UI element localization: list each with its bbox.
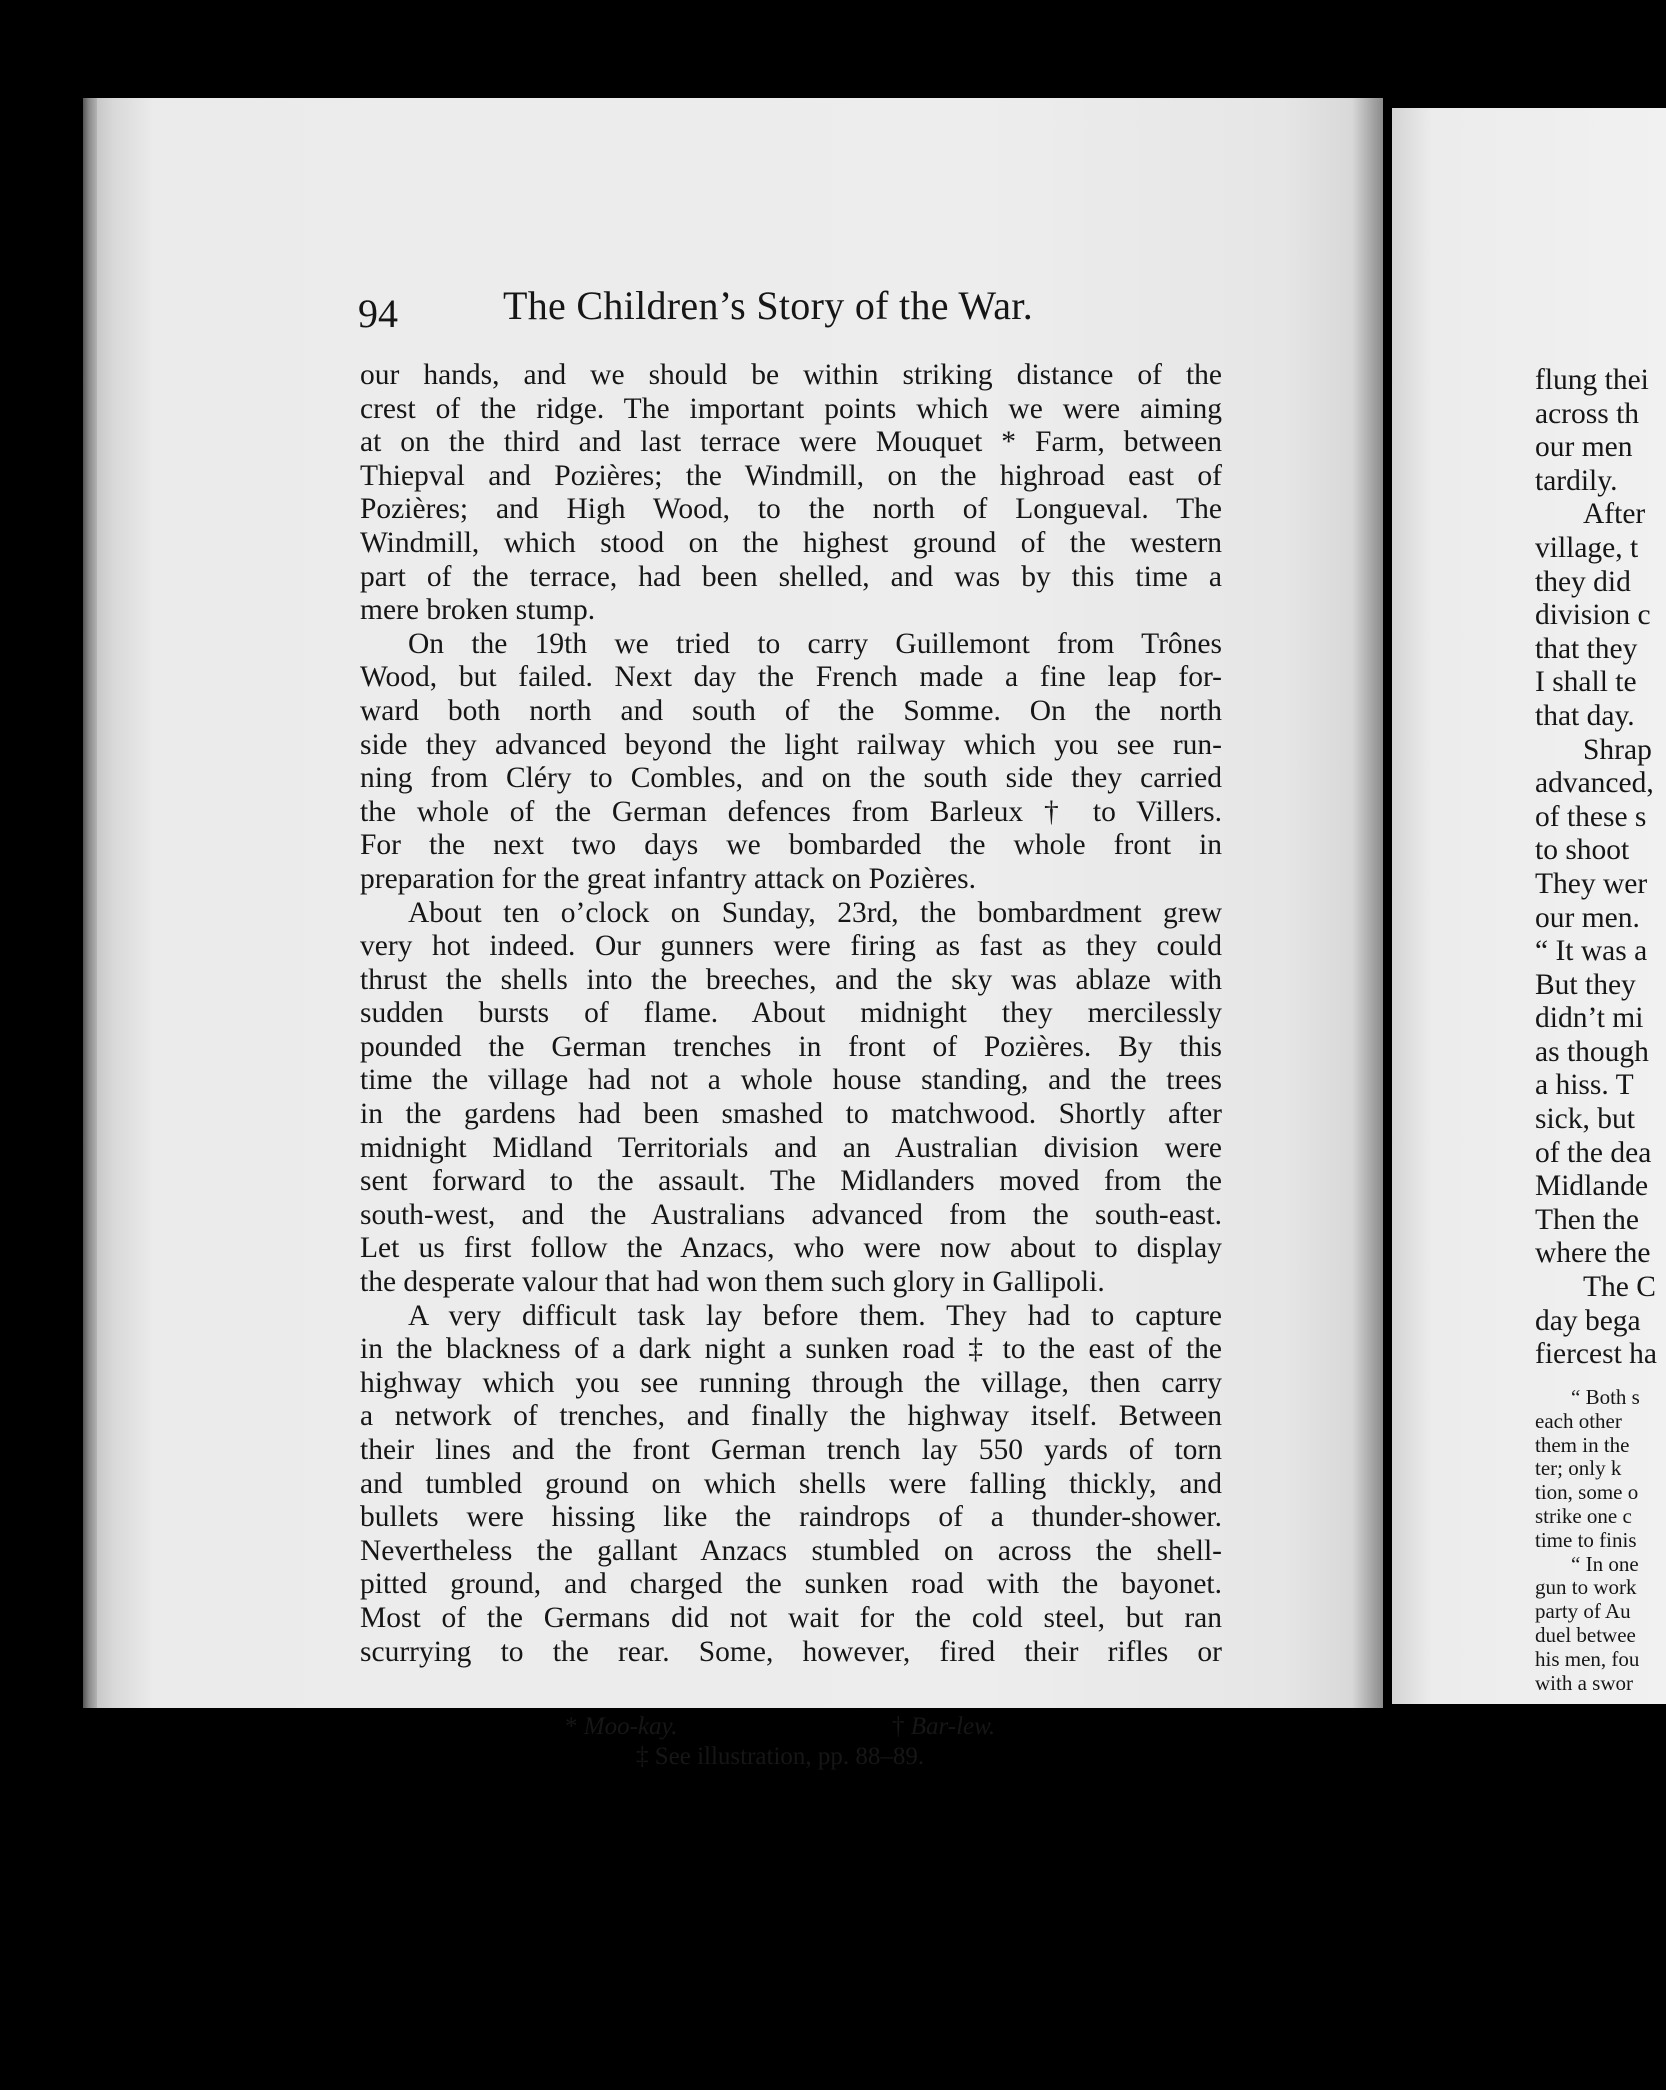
- text-line: “ It was a: [1535, 935, 1648, 968]
- right-page-footnotes: [1535, 1386, 1666, 1695]
- text-line: as though: [1535, 1035, 1649, 1068]
- asterisk-mark: *: [565, 1713, 578, 1740]
- text-line: at on the third and last terrace were Mouquet * Farm, between: [360, 426, 1222, 459]
- text-line: I shall te: [1535, 666, 1637, 699]
- text-line: Nevertheless the gallant Anzacs stumbled on across the shell-: [360, 1534, 1222, 1567]
- text-line: The C: [1583, 1271, 1656, 1304]
- text-line: of the dea: [1535, 1136, 1652, 1169]
- text-line: midnight Midland Territorials and an Australian division were: [360, 1131, 1222, 1164]
- double-dagger-mark: ‡: [636, 1743, 649, 1770]
- text-line: ward both north and south of the Somme. On the north: [360, 694, 1222, 727]
- text-line: part of the terrace, had been shelled, and was by this time a: [360, 560, 1222, 593]
- text-line: Then the: [1535, 1203, 1640, 1236]
- text-line: very hot indeed. Our gunners were firing as fast as they could: [360, 930, 1222, 963]
- text-line: preparation for the great infantry attack on Pozières.: [360, 862, 976, 895]
- footnote-line: them in the: [1535, 1432, 1630, 1457]
- text-line: thrust the shells into the breeches, and the sky was ablaze with: [360, 963, 1222, 996]
- text-line: A very difficult task lay before them. They had to capture: [408, 1299, 1222, 1332]
- text-line: where the: [1535, 1237, 1651, 1270]
- left-page-body: [360, 359, 1222, 1669]
- running-title: The Children’s Story of the War.: [503, 283, 1034, 328]
- text-line: For the next two days we bombarded the whole front in: [360, 829, 1222, 862]
- text-line: time the village had not a whole house standing, and the trees: [360, 1064, 1222, 1097]
- footnote-line: tion, some o: [1535, 1480, 1639, 1505]
- footnote-moukay: [565, 1712, 677, 1742]
- text-line: our men.: [1535, 901, 1640, 934]
- footnote-illustration: [636, 1742, 924, 1772]
- text-line: Midlande: [1535, 1170, 1649, 1203]
- text-line: tardily.: [1535, 464, 1618, 497]
- text-line: didn’t mi: [1535, 1002, 1644, 1035]
- text-line: a network of trenches, and finally the highway itself. Between: [360, 1400, 1222, 1433]
- text-line: scurrying to the rear. Some, however, fired their rifles or: [360, 1635, 1222, 1668]
- text-line: division c: [1535, 599, 1651, 632]
- text-line: bullets were hissing like the raindrops of a thunder-shower.: [360, 1501, 1222, 1534]
- text-line: pounded the German trenches in front of Pozières. By this: [360, 1030, 1222, 1063]
- text-line: About ten o’clock on Sunday, 23rd, the bombardment grew: [408, 896, 1222, 929]
- footnote-text: Bar-lew.: [910, 1713, 996, 1740]
- text-line: Shrap: [1583, 733, 1652, 766]
- text-line: But they: [1535, 968, 1636, 1001]
- text-line: village, t: [1535, 531, 1639, 564]
- text-line: and tumbled ground on which shells were falling thickly, and: [360, 1467, 1222, 1500]
- text-line: the whole of the German defences from Barleux † to Villers.: [360, 795, 1222, 828]
- text-line: that they: [1535, 632, 1638, 665]
- text-line: in the gardens had been smashed to matchwood. Shortly after: [360, 1098, 1222, 1131]
- text-line: advanced,: [1535, 767, 1654, 800]
- footnote-line: duel betwee: [1535, 1622, 1636, 1647]
- text-line: crest of the ridge. The important points which we were aiming: [360, 392, 1222, 425]
- footnote-line: “ Both s: [1571, 1386, 1640, 1409]
- book-gutter: [1352, 98, 1384, 1708]
- text-line: fiercest ha: [1535, 1338, 1658, 1371]
- footnote-barlew: [892, 1712, 995, 1742]
- footnote-line: party of Au: [1535, 1599, 1631, 1624]
- footnote-line: each other: [1535, 1408, 1622, 1433]
- left-page-edge: [83, 98, 97, 1708]
- text-line: sick, but: [1535, 1103, 1635, 1136]
- text-line: On the 19th we tried to carry Guillemont from Trônes: [408, 627, 1222, 660]
- text-line: sent forward to the assault. The Midlanders moved from the: [360, 1165, 1222, 1198]
- footnote-text: See illustration, pp. 88–89.: [654, 1743, 925, 1770]
- text-line: flung thei: [1535, 364, 1649, 396]
- text-line: Let us first follow the Anzacs, who were now about to display: [360, 1232, 1222, 1265]
- text-line: Windmill, which stood on the highest ground of the western: [360, 526, 1222, 559]
- page-number: 94: [358, 291, 398, 336]
- text-line: side they advanced beyond the light railway which you see run-: [360, 728, 1222, 761]
- text-line: their lines and the front German trench lay 550 yards of torn: [360, 1434, 1222, 1466]
- text-line: day bega: [1535, 1304, 1641, 1337]
- text-line: After: [1583, 498, 1646, 531]
- right-page-body: [1535, 364, 1666, 1372]
- footnote-line: time to finis: [1535, 1527, 1637, 1552]
- text-line: a hiss. T: [1535, 1069, 1634, 1102]
- footnote-text: Moo-kay.: [583, 1713, 678, 1740]
- text-line: our hands, and we should be within striking distance of the: [360, 359, 1222, 391]
- footnote-line: gun to work: [1535, 1575, 1637, 1600]
- text-line: ning from Cléry to Combles, and on the south side they carried: [360, 762, 1222, 795]
- footnote-line: strike one c: [1535, 1503, 1632, 1528]
- text-line: sudden bursts of flame. About midnight they mercilessly: [360, 997, 1222, 1030]
- text-line: that day.: [1535, 699, 1635, 732]
- text-line: mere broken stump.: [360, 594, 596, 627]
- text-line: they did: [1535, 565, 1631, 598]
- text-line: south-west, and the Australians advanced from the south-east.: [360, 1198, 1222, 1231]
- text-line: the desperate valour that had won them such glory in Gallipoli.: [360, 1266, 1105, 1299]
- text-line: our men: [1535, 431, 1633, 464]
- text-line: pitted ground, and charged the sunken road with the bayonet.: [360, 1568, 1222, 1601]
- text-line: in the blackness of a dark night a sunken road ‡ to the east of the: [360, 1333, 1222, 1366]
- text-line: Thiepval and Pozières; the Windmill, on the highroad east of: [360, 459, 1222, 492]
- text-line: Pozières; and High Wood, to the north of Longueval. The: [360, 493, 1222, 526]
- text-line: They wer: [1535, 867, 1648, 900]
- footnote-line: with a swor: [1535, 1670, 1633, 1695]
- text-line: to shoot: [1535, 834, 1630, 867]
- footnote-line: “ In one: [1571, 1551, 1639, 1576]
- dagger-mark: †: [892, 1713, 905, 1740]
- footnote-line: his men, fou: [1535, 1646, 1640, 1671]
- text-line: Most of the Germans did not wait for the cold steel, but ran: [360, 1601, 1222, 1634]
- text-line: across th: [1535, 397, 1640, 430]
- text-line: highway which you see running through the village, then carry: [360, 1366, 1222, 1399]
- page-header: [358, 282, 1238, 342]
- footnote-line: ter; only k: [1535, 1456, 1622, 1481]
- text-line: Wood, but failed. Next day the French made a fine leap for-: [360, 661, 1222, 694]
- text-line: of these s: [1535, 800, 1647, 833]
